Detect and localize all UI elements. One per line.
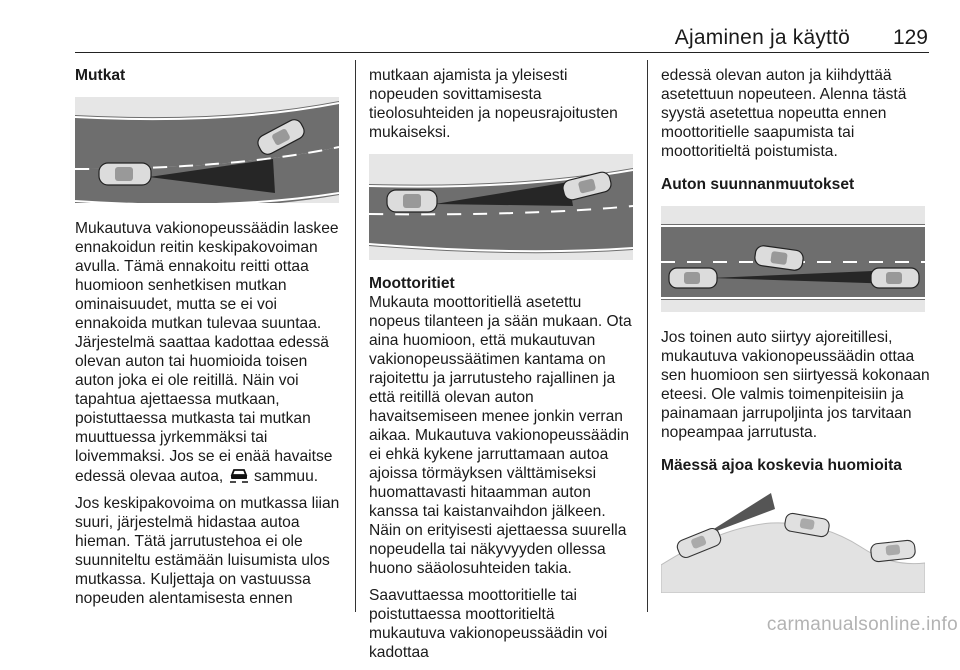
figure-lane-change — [661, 206, 925, 312]
paragraph-curves-1-end: sammuu. — [253, 468, 319, 485]
watermark: carmanualsonline.info — [766, 614, 958, 635]
paragraph-motorways-continued: edessä olevan auton ja kiihdyttää asetettuun nopeuteen. Alenna tästä syystä asetettua nopeutta ennen moottoritielle saapumista tai moottoritieltä poistumista. — [661, 67, 907, 160]
page-header-title: Ajaminen ja käyttö — [674, 26, 850, 49]
vehicle-ahead-icon — [228, 466, 250, 484]
figure-motorway — [369, 154, 633, 260]
paragraph-motorways-2: Saavuttaessa moottoritielle tai poistuttaessa moottoritieltä mukautuva vakionopeussäädin voi kadottaa — [369, 587, 608, 661]
heading-lane-change: Auton suunnanmuutokset — [661, 176, 855, 193]
paragraph-curves-1: Mukautuva vakionopeussäädin laskee ennakoidun reitin keskipakovoiman avulla. Tämä ennakoitu reitti ottaa huomioon senhetkisen mutkan ominaisuudet, mutta se ei voi ennakoida mutkan tulevaa suuntaa. Järjestelmä saattaa kadottaa edessä olevan auton tai huomioida toisen auton joka ei ole reitillä. Näin voi tapahtua ajettaessa mutkaan, poistuttaessa mutkasta tai mutkan muuttuessa jyrkemmäksi tai loivemmaksi. Jos se ei enää havaitse edessä olevaa autoa, — [75, 220, 339, 485]
heading-hills: Mäessä ajoa koskevia huomioita — [661, 457, 902, 474]
paragraph-lane-change: Jos toinen auto siirtyy ajoreitillesi, mukautuva vakionopeussäädin ottaa sen huomioon sen siirtyessä kokonaan eteesi. Ole valmis toimenpiteisiin ja painamaan jarrupoljinta jos tarvitaan nopeampaa jarrutusta. — [661, 329, 930, 441]
column-divider-2 — [647, 60, 648, 612]
column-3 — [661, 66, 931, 593]
header-rule — [75, 52, 929, 53]
figure-curve-road — [75, 97, 339, 203]
heading-motorways: Moottoritiet — [369, 275, 455, 292]
paragraph-motorways-1: Mukauta moottoritiellä asetettu nopeus tilanteen ja sään mukaan. Ota aina huomioon, että mukautuvan vakionopeussäätimen kantama on rajoitettu ja jarrutusteho rajallinen ja että reitillä olevan auton havaitsemiseen menee jonkin verran aikaa. Mukautuva vakionopeussäädin ei ehkä kykene jarruttamaan autoa ajoissa törmäyksen välttämiseksi huomattavasti hitaamman auton kanssa tai kaistanvaihdon jälkeen. Näin on erityisesti ajettaessa suurella nopeudella tai näkyvyyden ollessa huono sääolosuhteiden takia. — [369, 294, 632, 577]
column-2 — [369, 66, 635, 670]
heading-curves: Mutkat — [75, 67, 126, 84]
column-1 — [75, 66, 343, 616]
figure-hills — [661, 487, 925, 593]
column-divider-1 — [355, 60, 356, 612]
page-number: 129 — [892, 26, 928, 49]
paragraph-curves-2: Jos keskipakovoima on mutkassa liian suuri, järjestelmä hidastaa autoa hieman. Tätä jarrutustehoa ei ole suunniteltu estämään luisumista ulos mutkassa. Kuljettaja on vastuussa nopeuden alentamisesta ennen — [75, 495, 340, 607]
paragraph-curves-continued: mutkaan ajamista ja yleisesti nopeuden sovittamisesta tieolosuhteiden ja nopeusrajoitusten mukaiseksi. — [369, 67, 618, 141]
